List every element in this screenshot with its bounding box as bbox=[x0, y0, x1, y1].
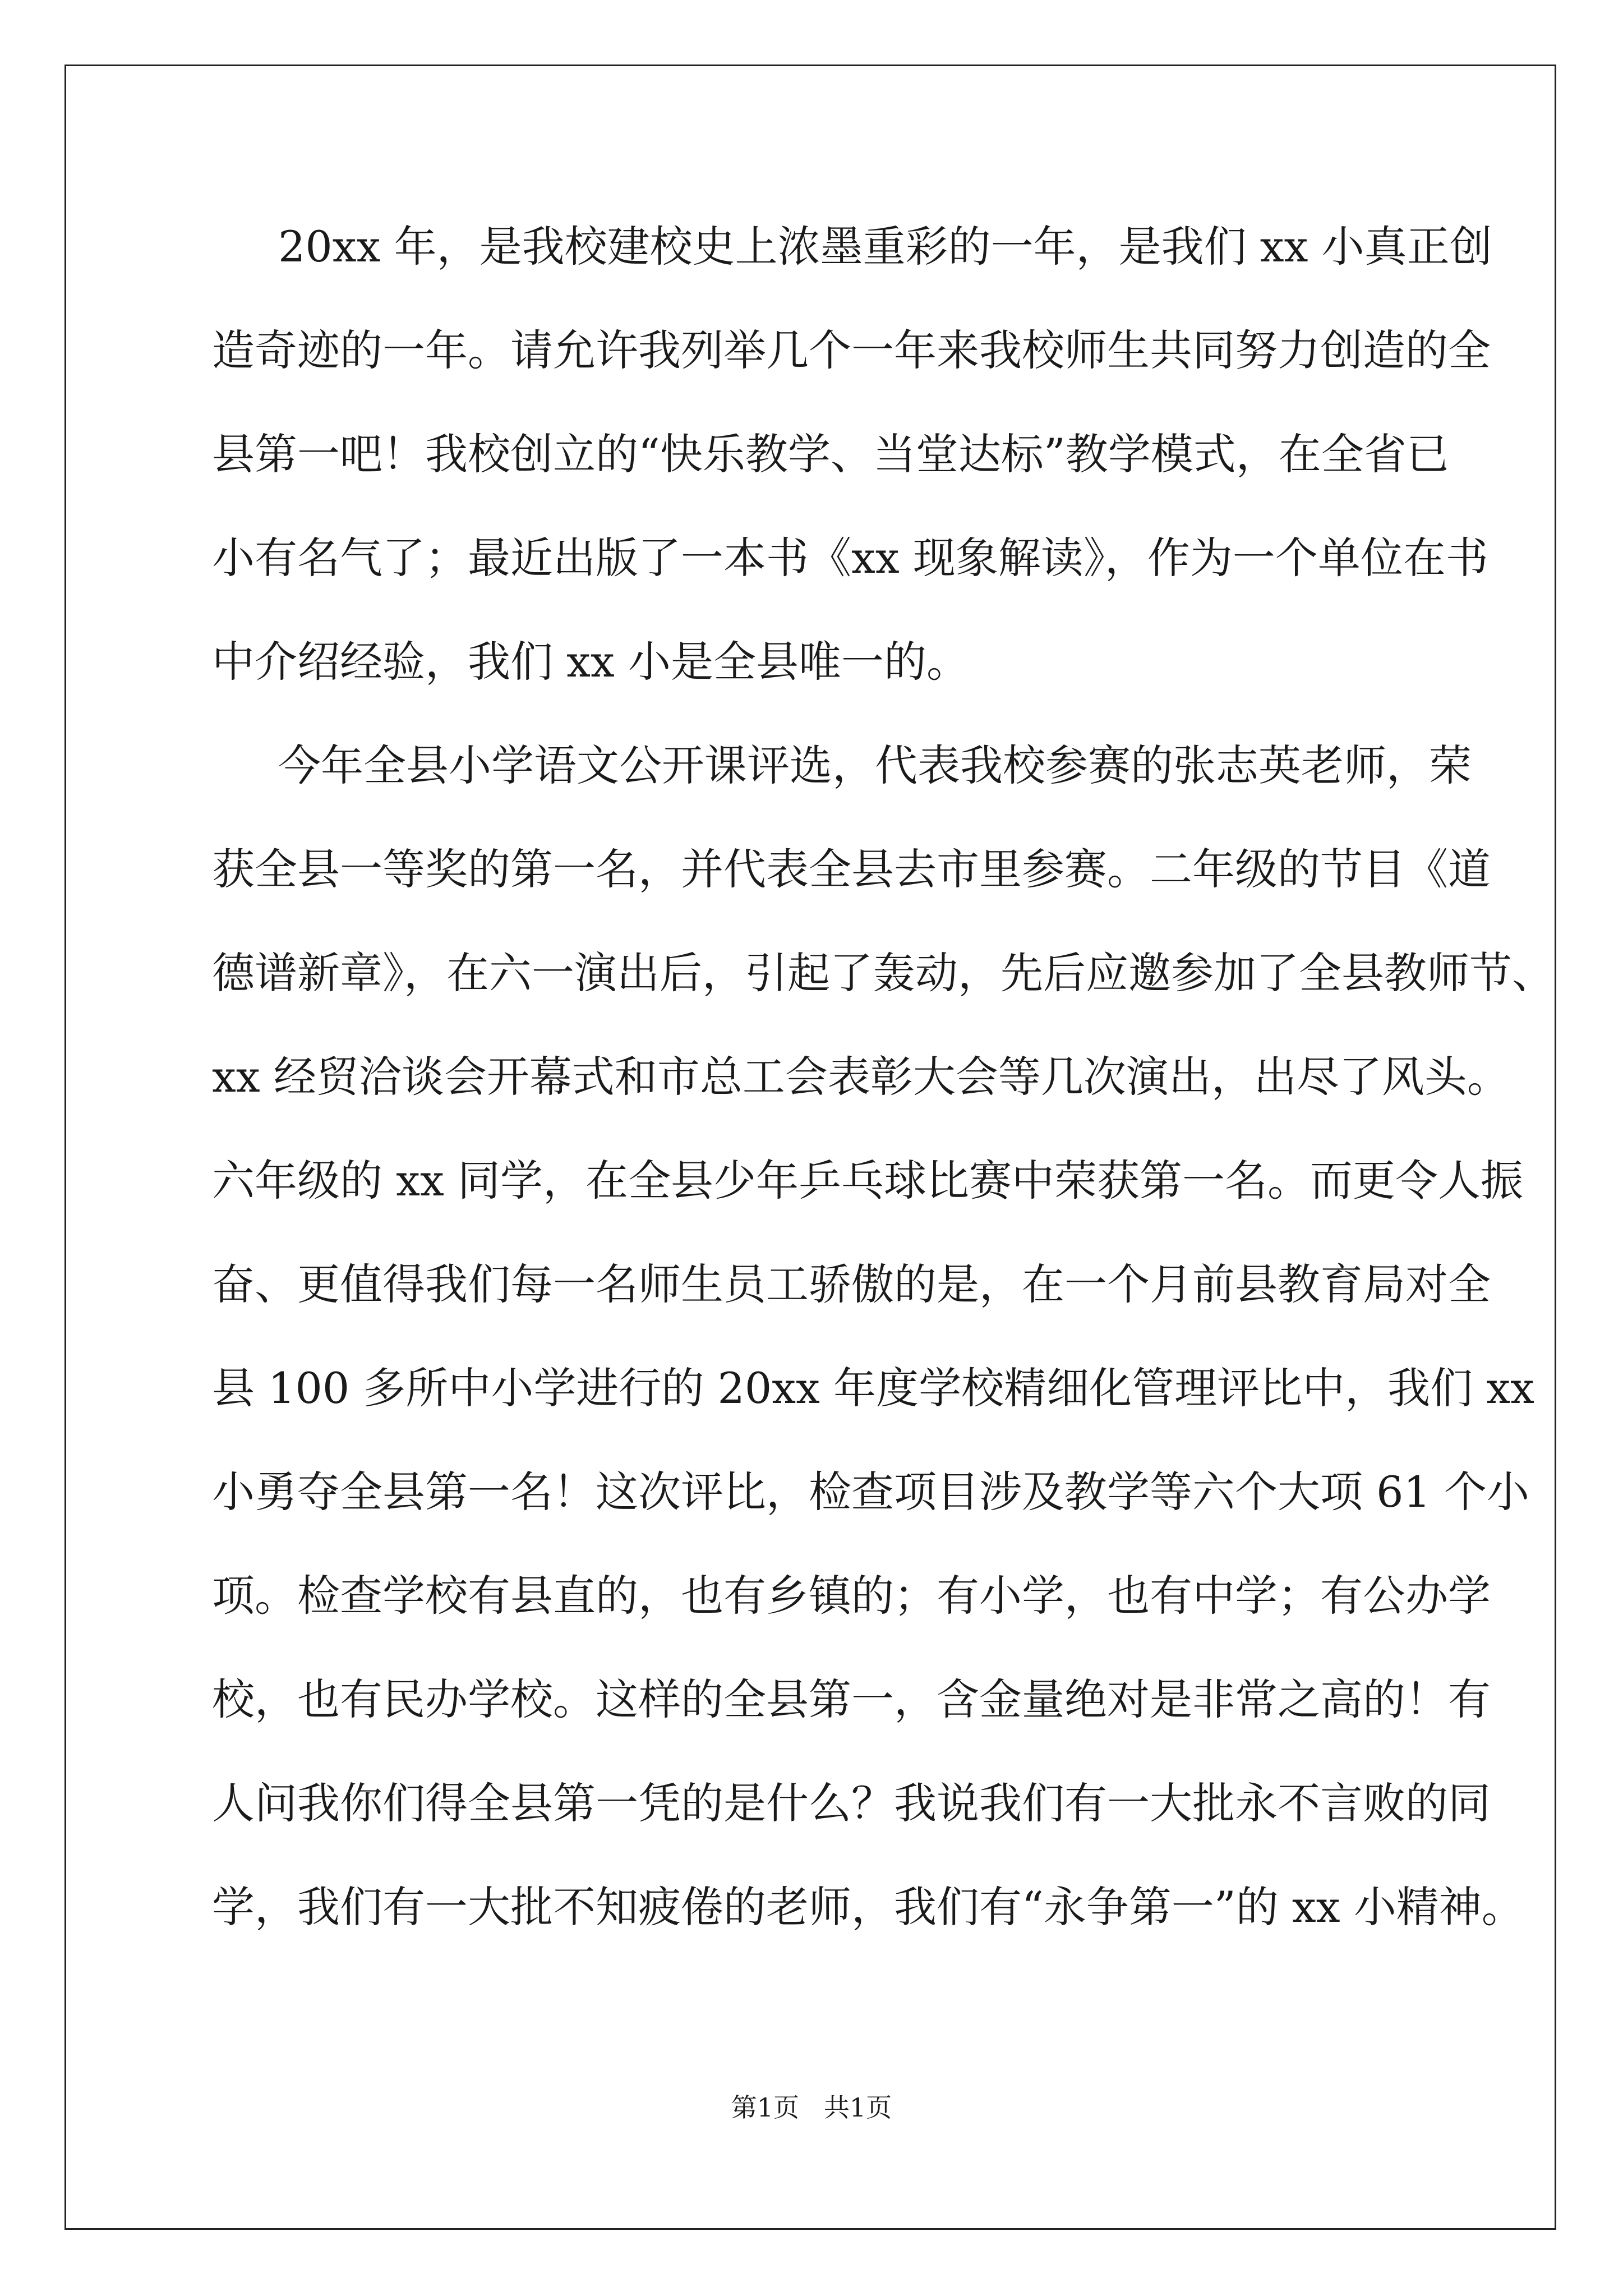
paragraph-2-line-11: 人问我你们得全县第一凭的是什么？我说我们有一大批永不言败的同 bbox=[212, 1778, 1491, 1828]
paragraph-2-line-3: 德谱新章》，在六一演出后，引起了轰动，先后应邀参加了全县教师节、 bbox=[212, 948, 1555, 998]
paragraph-2-line-7: 县 100 多所中小学进行的 20xx 年度学校精细化管理评比中，我们 xx bbox=[212, 1363, 1535, 1413]
paragraph-1-line-2: 造奇迹的一年。请允许我列举几个一年来我校师生共同努力创造的全 bbox=[212, 325, 1491, 375]
page-footer: 第1页 共1页 bbox=[731, 2092, 892, 2123]
paragraph-1-line-4: 小有名气了；最近出版了一本书《xx 现象解读》，作为一个单位在书 bbox=[212, 533, 1488, 583]
paragraph-2-line-10: 校，也有民办学校。这样的全县第一，含金量绝对是非常之高的！有 bbox=[212, 1674, 1491, 1724]
paragraph-2-line-1: 今年全县小学语文公开课评选，代表我校参赛的张志英老师，荣 bbox=[278, 740, 1472, 790]
paragraph-2-line-4: xx 经贸洽谈会开幕式和市总工会表彰大会等几次演出，出尽了风头。 bbox=[212, 1052, 1510, 1102]
paragraph-2-line-8: 小勇夺全县第一名！这次评比，检查项目涉及教学等六个大项 61 个小 bbox=[212, 1467, 1530, 1517]
paragraph-2-line-9: 项。检查学校有县直的，也有乡镇的；有小学，也有中学；有公办学 bbox=[212, 1571, 1491, 1621]
paragraph-2-line-12: 学，我们有一大批不知疲倦的老师，我们有“永争第一”的 xx 小精神。 bbox=[212, 1882, 1524, 1932]
paragraph-2-line-5: 六年级的 xx 同学，在全县少年乒乓球比赛中荣获第一名。而更令人振 bbox=[212, 1156, 1524, 1205]
paragraph-1-line-3: 县第一吧！我校创立的“快乐教学、当堂达标”教学模式，在全省已 bbox=[212, 429, 1449, 479]
paragraph-1-line-1: 20xx 年，是我校建校史上浓墨重彩的一年，是我们 xx 小真正创 bbox=[278, 222, 1492, 272]
paragraph-1-line-5: 中介绍经验，我们 xx 小是全县唯一的。 bbox=[212, 637, 970, 687]
paragraph-2-line-2: 获全县一等奖的第一名，并代表全县去市里参赛。二年级的节目《道 bbox=[212, 844, 1491, 894]
paragraph-2-line-6: 奋、更值得我们每一名师生员工骄傲的是，在一个月前县教育局对全 bbox=[212, 1259, 1491, 1309]
